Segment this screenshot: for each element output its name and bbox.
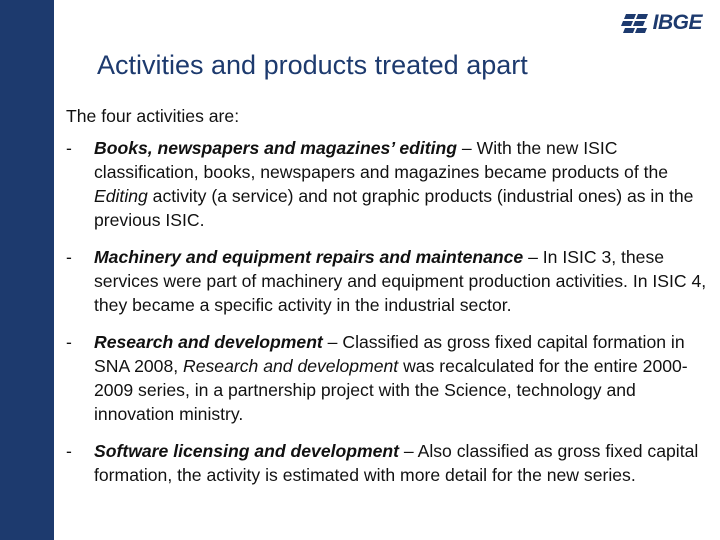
- bullet-dash: -: [66, 138, 72, 158]
- list-item-body: – Also classified as gross fixed capital formation, the activity is estimated with more detail for the new series.: [94, 441, 699, 485]
- left-sidebar-bar: [0, 0, 54, 540]
- list-item-heading: Software licensing and development: [94, 441, 400, 461]
- list-item-emphasis: Research and development: [183, 356, 399, 376]
- bullet-dash: -: [66, 441, 72, 461]
- list-item-repairs: [66, 245, 714, 317]
- list-item-body: was recalculated for the entire 2000-2009 series, in a partnership project with the Science, technology and innovation ministry.: [94, 356, 688, 424]
- intro-text: The four activities are:: [66, 106, 240, 126]
- list-item-body: – Classified as gross fixed capital formation in SNA 2008,: [94, 332, 685, 376]
- list-item-body: – With the new ISIC classification, books, newspapers and magazines became products of the: [94, 138, 669, 182]
- list-item-research: [66, 330, 714, 426]
- list-item-body: activity (a service) and not graphic products (industrial ones) as in the previous ISIC.: [94, 186, 694, 230]
- list-item-software: [66, 439, 714, 487]
- list-item-text: [94, 439, 714, 487]
- bullet-dash: -: [66, 332, 72, 352]
- slide-content: [66, 104, 714, 500]
- list-item-text: [94, 330, 714, 426]
- list-item-emphasis: Editing: [94, 186, 148, 206]
- logo-text: IBGE: [652, 11, 702, 34]
- ibge-logo: [620, 11, 702, 35]
- ibge-logo-icon: [620, 12, 650, 34]
- list-item-text: [94, 136, 714, 232]
- bullet-dash: -: [66, 247, 72, 267]
- list-item-editing: [66, 136, 714, 232]
- list-item-heading: Machinery and equipment repairs and maintenance: [94, 247, 524, 267]
- list-item-body: – In ISIC 3, these services were part of machinery and equipment production activities. In ISIC 4, they became a specific activity in the industrial sector.: [94, 247, 707, 315]
- list-item-text: [94, 245, 714, 317]
- list-item-heading: Books, newspapers and magazines’ editing: [94, 138, 458, 158]
- slide-title: Activities and products treated apart: [97, 50, 528, 80]
- list-item-heading: Research and development: [94, 332, 323, 352]
